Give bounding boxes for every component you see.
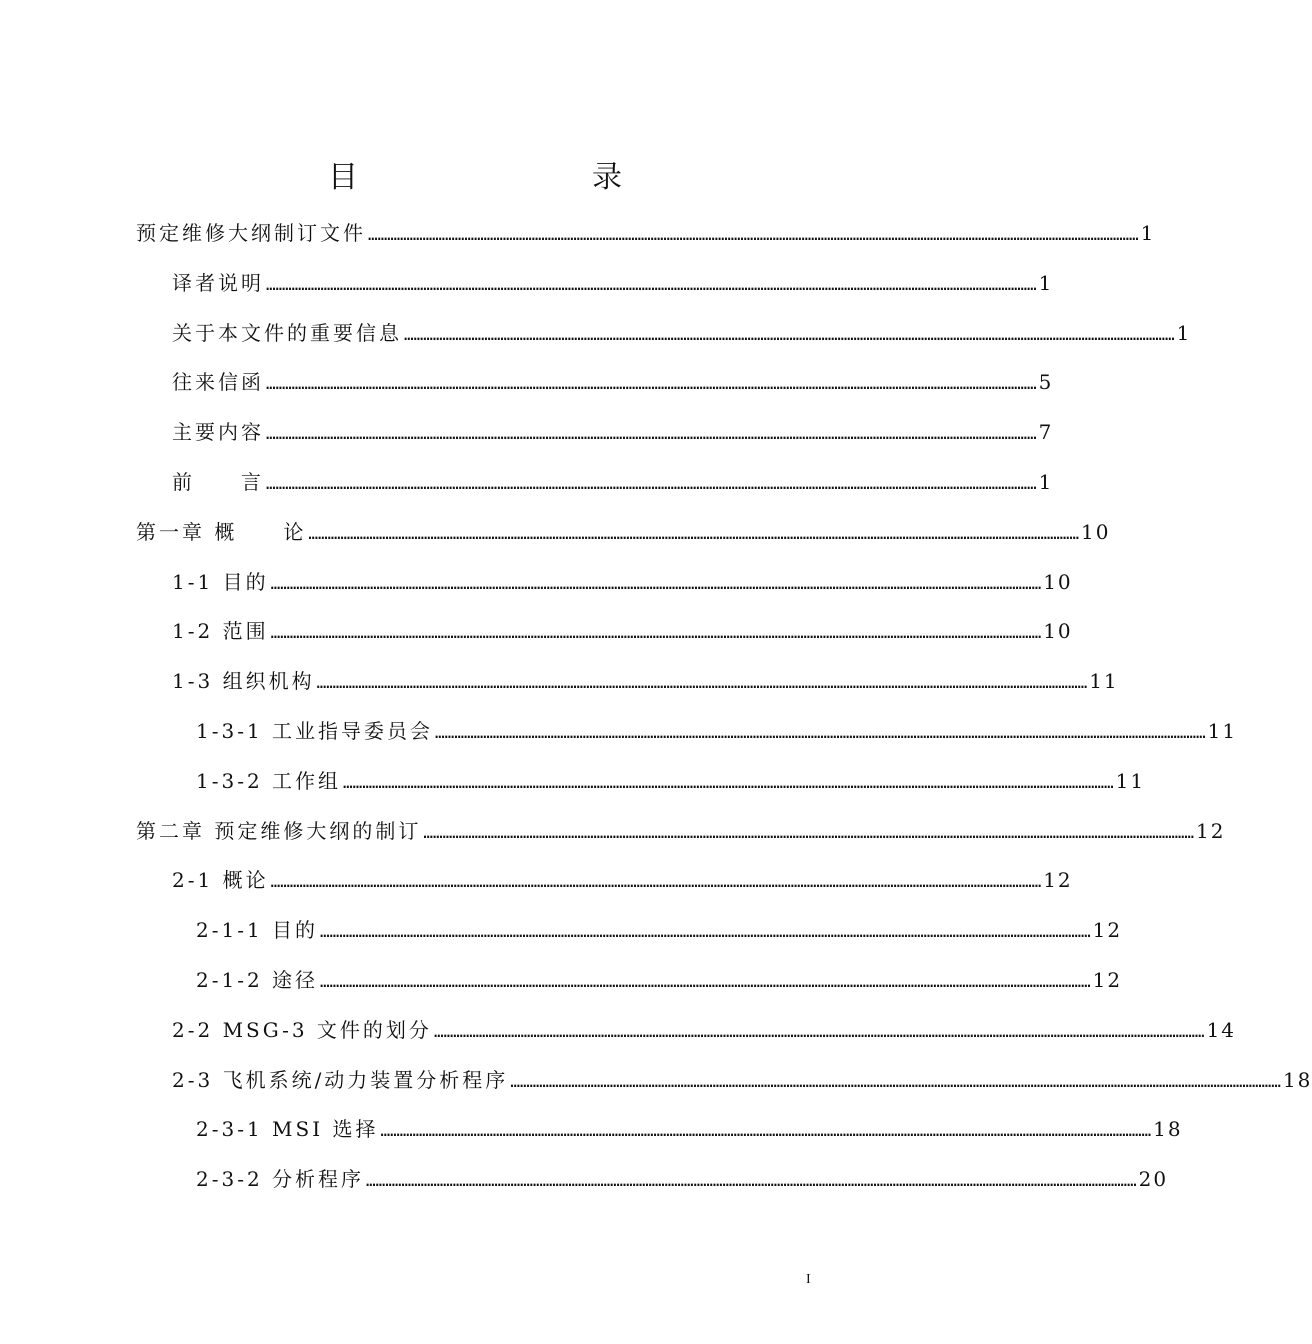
toc-entry[interactable] — [196, 716, 1238, 746]
toc-entry-page: 12 — [1195, 818, 1226, 843]
toc-dot-leader: …………………………………………………………………………………………………………………………………………………………………………………………………………………… — [320, 972, 1091, 991]
toc-dot-leader: …………………………………………………………………………………………………………………………………………………………………………………………………………………… — [266, 374, 1037, 394]
toc-entry[interactable] — [172, 666, 1119, 696]
toc-entry[interactable] — [172, 467, 1054, 497]
toc-entry-title: 2-3-2 分析程序 — [196, 1167, 365, 1192]
toc-entry[interactable] — [196, 1164, 1169, 1194]
toc-entry-page: 18 — [1282, 1067, 1312, 1092]
toc-entry-page: 12 — [1043, 868, 1073, 893]
toc-entry[interactable] — [136, 517, 1111, 547]
toc-entry-title: 1-3-2 工作组 — [196, 768, 342, 793]
toc-entry-title: 译者说明 — [172, 270, 264, 295]
toc-entry-page: 7 — [1038, 420, 1054, 445]
toc-entry-title: 1-2 范围 — [172, 619, 269, 644]
toc-entry-page: 10 — [1043, 619, 1073, 644]
toc-dot-leader: …………………………………………………………………………………………………………………………………………………………………………………………………………………… — [368, 225, 1139, 244]
toc-dot-leader: …………………………………………………………………………………………………………………………………………………………………………………………………………………… — [316, 673, 1088, 693]
toc-entry-title: 2-1 概论 — [172, 868, 269, 893]
page-number: I — [806, 1272, 811, 1287]
toc-entry-page: 20 — [1138, 1167, 1169, 1192]
toc-entry-page: 14 — [1206, 1017, 1237, 1042]
toc-entry[interactable] — [172, 367, 1054, 397]
toc-entry-page: 11 — [1207, 719, 1238, 743]
toc-entry-title: 2-3 飞机系统/动力装置分析程序 — [172, 1067, 509, 1092]
toc-entry-title: 前 言 — [172, 470, 264, 494]
toc-entry-page: 18 — [1153, 1117, 1183, 1142]
toc-entry[interactable] — [196, 915, 1123, 945]
toc-entry[interactable] — [172, 268, 1054, 298]
toc-entry-title: 1-3-1 工业指导委员会 — [196, 719, 434, 743]
toc-entry-page: 12 — [1092, 918, 1123, 943]
toc-entry[interactable] — [172, 1065, 1312, 1095]
toc-entry-title: 1-3 组织机构 — [172, 669, 315, 694]
toc-entry[interactable] — [172, 417, 1054, 447]
toc-entry[interactable] — [196, 1114, 1183, 1144]
page-title: 目 录 — [328, 160, 680, 195]
toc-dot-leader: …………………………………………………………………………………………………………………………………………………………………………………………………………………… — [510, 1071, 1281, 1091]
toc-dot-leader: …………………………………………………………………………………………………………………………………………………………………………………………………………………… — [380, 1121, 1152, 1141]
toc-dot-leader: …………………………………………………………………………………………………………………………………………………………………………………………………………………… — [266, 474, 1037, 493]
toc-entry-title: 第二章 预定维修大纲的制订 — [136, 818, 422, 843]
toc-entry-page: 11 — [1089, 669, 1119, 694]
toc-entry[interactable] — [172, 616, 1073, 646]
toc-entry-title: 2-2 MSG-3 文件的划分 — [172, 1017, 432, 1042]
toc-entry[interactable] — [172, 1015, 1237, 1045]
toc-entry-page: 12 — [1092, 968, 1123, 992]
toc-entry-title: 往来信函 — [172, 370, 264, 395]
toc-entry-title: 主要内容 — [172, 420, 264, 445]
toc-entry[interactable] — [136, 816, 1226, 846]
toc-dot-leader: …………………………………………………………………………………………………………………………………………………………………………………………………………………… — [266, 274, 1037, 294]
toc-entry-title: 预定维修大纲制订文件 — [136, 221, 366, 245]
toc-entry[interactable] — [172, 865, 1073, 895]
toc-dot-leader: …………………………………………………………………………………………………………………………………………………………………………………………………………………… — [266, 424, 1037, 444]
toc-entry-page: 10 — [1043, 569, 1073, 594]
toc-entry[interactable] — [196, 766, 1146, 796]
toc-entry[interactable] — [196, 965, 1123, 995]
toc-entry[interactable] — [172, 318, 1192, 348]
toc-entry-page: 11 — [1115, 768, 1146, 793]
toc-dot-leader: …………………………………………………………………………………………………………………………………………………………………………………………………………………… — [404, 324, 1175, 344]
toc-entry-title: 1-1 目的 — [172, 569, 269, 594]
toc-dot-leader: …………………………………………………………………………………………………………………………………………………………………………………………………………………… — [320, 922, 1091, 942]
toc-dot-leader: …………………………………………………………………………………………………………………………………………………………………………………………………………………… — [270, 573, 1042, 593]
toc-entry-page: 10 — [1080, 519, 1111, 544]
toc-entry-title: 第一章 概 论 — [136, 519, 307, 544]
toc-entry-title: 2-1-2 途径 — [196, 968, 319, 992]
toc-dot-leader: …………………………………………………………………………………………………………………………………………………………………………………………………………………… — [366, 1171, 1137, 1191]
toc-entry[interactable] — [172, 567, 1073, 597]
toc-entry[interactable] — [136, 218, 1156, 248]
toc-entry-title: 2-1-1 目的 — [196, 918, 319, 943]
toc-entry-title: 关于本文件的重要信息 — [172, 320, 402, 345]
toc-entry-page: 1 — [1038, 270, 1054, 295]
toc-entry-title: 2-3-1 MSI 选择 — [196, 1117, 379, 1142]
toc-entry-page: 1 — [1038, 470, 1054, 494]
toc-dot-leader: …………………………………………………………………………………………………………………………………………………………………………………………………………………… — [433, 1021, 1205, 1041]
toc-dot-leader: …………………………………………………………………………………………………………………………………………………………………………………………………………………… — [343, 772, 1114, 792]
toc-dot-leader: …………………………………………………………………………………………………………………………………………………………………………………………………………………… — [270, 872, 1042, 892]
toc-entry-page: 1 — [1140, 221, 1156, 245]
toc-entry-page: 1 — [1176, 320, 1192, 345]
toc-dot-leader: …………………………………………………………………………………………………………………………………………………………………………………………………………………… — [423, 822, 1194, 842]
toc-dot-leader: …………………………………………………………………………………………………………………………………………………………………………………………………………………… — [308, 523, 1079, 543]
toc-dot-leader: …………………………………………………………………………………………………………………………………………………………………………………………………………………… — [270, 623, 1042, 643]
toc-dot-leader: …………………………………………………………………………………………………………………………………………………………………………………………………………………… — [435, 723, 1206, 742]
toc-entry-page: 5 — [1038, 370, 1054, 395]
